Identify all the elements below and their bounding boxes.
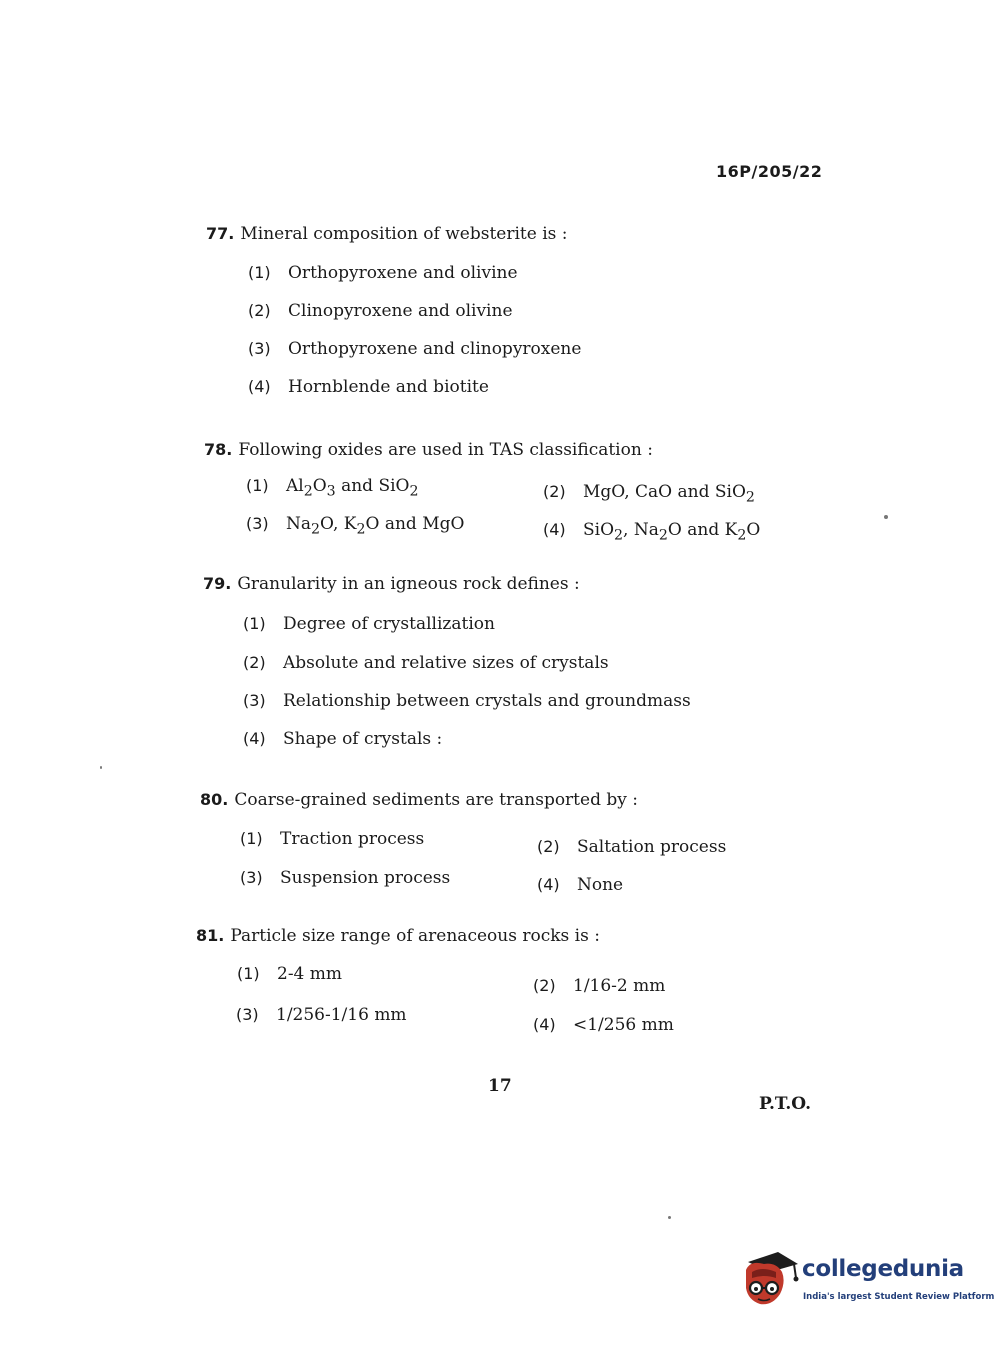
option-4: (4) <1/256 mm [533,1015,674,1035]
option-text: Hornblende and biotite [288,377,489,397]
scan-speck [100,766,102,769]
question-stem [204,440,653,460]
question-stem [200,790,638,810]
scan-speck [884,515,888,519]
option-text: Orthopyroxene and clinopyroxene [288,339,582,359]
question-stem [196,926,600,946]
option-text: Absolute and relative sizes of crystals [283,653,609,673]
option-text: Clinopyroxene and olivine [288,301,513,321]
question-number: 79. [203,574,232,593]
option-text: MgO, CaO and SiO$_2$ [583,482,755,506]
option-text: Orthopyroxene and olivine [288,263,518,283]
option-4: (4) None [537,875,624,895]
option-1: (1) 2-4 mm [237,964,343,984]
option-1: (1) $Al_2O_3$ and SiO$_2$ [246,476,419,500]
option-4: (4) Shape of crystals : [243,729,443,749]
option-3: (3) Orthopyroxene and clinopyroxene [248,339,582,359]
question-stem [203,574,580,594]
question-number: 80. [200,790,229,809]
option-3: (3) $Na_2O$, $K_2O$ and MgO [246,514,465,538]
option-text: Relationship between crystals and groundmass [283,691,691,711]
option-1: (1) Traction process [240,829,425,849]
scan-speck [668,1216,671,1219]
option-text: 1/16-2 mm [573,976,666,996]
option-text: $Na_2O$, $K_2O$ and MgO [286,514,465,538]
question-text: Mineral composition of websterite is : [240,224,568,244]
option-2: (2) 1/16-2 mm [533,976,666,996]
option-text: <1/256 mm [573,1015,674,1035]
question-number: 78. [204,440,233,459]
option-text: $Al_2O_3$ and SiO$_2$ [286,476,419,500]
option-text: Saltation process [577,837,727,857]
option-text: Traction process [280,829,425,849]
page-number: 17 [488,1076,512,1096]
option-4: (4) Hornblende and biotite [248,377,489,397]
mascot-icon [742,1248,800,1310]
option-text: Shape of crystals : [283,729,443,749]
option-2: (2) Absolute and relative sizes of crystals [243,653,609,673]
question-number: 77. [206,224,235,243]
logo-name: collegedunia [802,1256,964,1282]
collegedunia-logo [742,1248,995,1314]
logo-tagline: India's largest Student Review Platform [803,1292,995,1302]
option-text: 2-4 mm [277,964,343,984]
option-text: 1/256-1/16 mm [276,1005,407,1025]
paper-code: 16P/205/22 [716,162,823,181]
question-text: Following oxides are used in TAS classification : [238,440,653,460]
option-text: SiO$_2$, $Na_2O$ and $K_2O$ [583,520,761,544]
question-text: Granularity in an igneous rock defines : [237,574,580,594]
option-text: Suspension process [280,868,451,888]
option-1: (1) Degree of crystallization [243,614,495,634]
option-1: (1) Orthopyroxene and olivine [248,263,518,283]
question-stem [206,224,568,244]
question-text: Coarse-grained sediments are transported by : [234,790,638,810]
question-text: Particle size range of arenaceous rocks is : [230,926,600,946]
option-2: (2) MgO, CaO and SiO$_2$ [543,482,755,506]
pto-label: P.T.O. [759,1094,811,1114]
question-number: 81. [196,926,225,945]
option-3: (3) Relationship between crystals and groundmass [243,691,691,711]
option-2: (2) Saltation process [537,837,727,857]
option-text: None [577,875,624,895]
option-2: (2) Clinopyroxene and olivine [248,301,513,321]
option-4: (4) SiO$_2$, $Na_2O$ and $K_2O$ [543,520,761,544]
option-text: Degree of crystallization [283,614,495,634]
option-3: (3) 1/256-1/16 mm [236,1005,407,1025]
option-3: (3) Suspension process [240,868,451,888]
